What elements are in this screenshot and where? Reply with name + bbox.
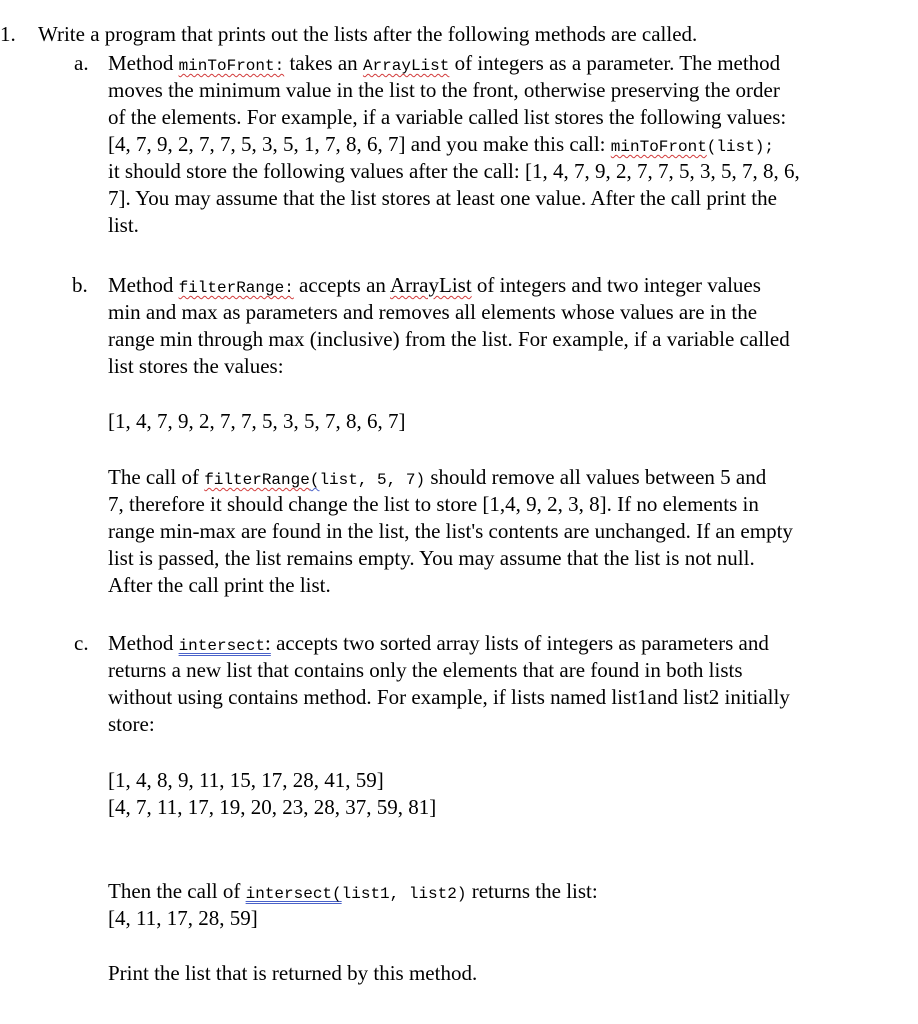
code-call-filterRange: filterRange [204, 471, 310, 489]
code-call-args: (list); [706, 138, 775, 156]
text: Then the call of [108, 879, 241, 903]
text: should remove all values between 5 and [430, 465, 767, 489]
part-c-result: [4, 11, 17, 28, 59] [108, 906, 258, 930]
part-a-line-2: moves the minimum value in the list to the front, otherwise preserving the order [108, 78, 780, 102]
part-a-line-4 [108, 131, 774, 161]
part-b-para2-line-5: After the call print the list. [108, 573, 331, 597]
code-call-args: list, 5, 7) [319, 471, 426, 489]
code-ArrayList: ArrayList [362, 57, 450, 75]
word-method: Method [108, 273, 174, 297]
part-a-label: a. [74, 51, 89, 75]
code-filterRange: filterRange: [178, 279, 294, 297]
code-minToFront: minToFront: [178, 57, 285, 75]
part-a-line-6: 7]. You may assume that the list stores at least one value. After the call print the [108, 186, 777, 210]
question-text: Write a program that prints out the lists after the following methods are called. [38, 22, 698, 46]
question-number: 1. [0, 22, 16, 46]
part-b-line-3: range min through max (inclusive) from the list. For example, if a variable called [108, 327, 790, 351]
part-c-label: c. [74, 631, 89, 655]
text: [4, 7, 9, 2, 7, 7, 5, 3, 5, 1, 7, 8, 6, 7] and you make this call: [108, 132, 606, 156]
part-c-line-1 [108, 630, 769, 660]
code-call-minToFront: minToFront [610, 138, 707, 156]
word-method: Method [108, 631, 174, 655]
part-c-list2: [4, 7, 11, 17, 19, 20, 23, 28, 37, 59, 81] [108, 795, 437, 819]
code-call-args: list1, list2) [341, 885, 467, 903]
type-ArrayList: ArrayList [390, 273, 472, 297]
text: returns the list: [471, 879, 598, 903]
part-c-line-2: returns a new list that contains only the elements that are found in both lists [108, 658, 743, 682]
text: of integers as a parameter. The method [454, 51, 781, 75]
code-paren: ( [309, 471, 320, 489]
code-paren: ( [332, 885, 342, 903]
part-a-line-3: of the elements. For example, if a variable called list stores the following values: [108, 105, 787, 129]
part-b-para2-line-3: range min-max are found in the list, the list's contents are unchanged. If an empty [108, 519, 793, 543]
text: takes an [289, 51, 358, 75]
code-call-intersect: intersect [245, 885, 333, 903]
part-c-list1: [1, 4, 8, 9, 11, 15, 17, 28, 41, 59] [108, 768, 384, 792]
part-b-example-list: [1, 4, 7, 9, 2, 7, 7, 5, 3, 5, 7, 8, 6, 7] [108, 409, 406, 433]
part-a-line-7: list. [108, 213, 139, 237]
part-c-final: Print the list that is returned by this method. [108, 961, 478, 985]
text: The call of [108, 465, 199, 489]
part-b-line-2: min and max as parameters and removes all elements whose values are in the [108, 300, 758, 324]
code-colon: : [265, 631, 271, 655]
text: accepts an [299, 273, 386, 297]
text: accepts two sorted array lists of integers as parameters and [276, 631, 769, 655]
part-a-line-1 [108, 50, 780, 80]
code-intersect: intersect [178, 637, 265, 655]
part-b-label: b. [72, 273, 88, 297]
part-c-line-4: store: [108, 712, 155, 736]
part-b-para2-line-4: list is passed, the list remains empty. You may assume that the list is not null. [108, 546, 755, 570]
word-method: Method [108, 51, 174, 75]
part-a-line-5: it should store the following values after the call: [1, 4, 7, 9, 2, 7, 7, 5, 3, 5, 7, 8, 6, [108, 159, 800, 183]
part-b-para2-line-1 [108, 464, 766, 494]
part-c-line-3: without using contains method. For example, if lists named list1and list2 initially [108, 685, 790, 709]
part-c-call-line [108, 878, 598, 908]
text: of integers and two integer values [476, 273, 761, 297]
part-b-line-4: list stores the values: [108, 354, 284, 378]
part-b-para2-line-2: 7, therefore it should change the list to store [1,4, 9, 2, 3, 8]. If no elements in [108, 492, 759, 516]
part-b-line-1 [108, 272, 761, 302]
